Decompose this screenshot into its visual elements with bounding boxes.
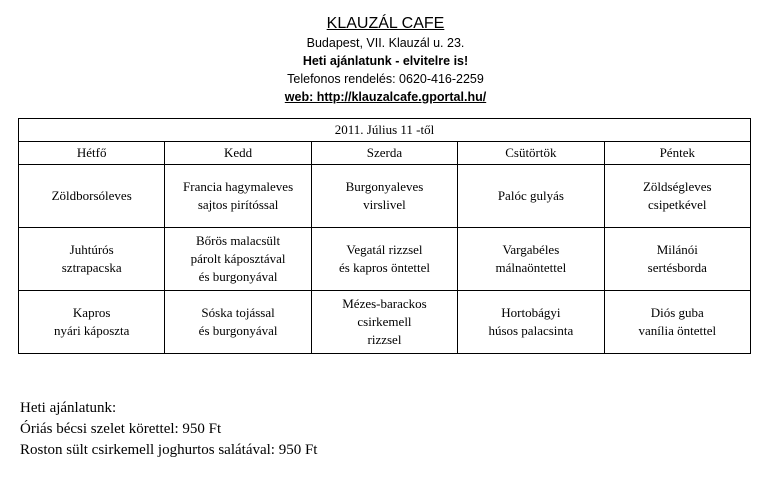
dish-line: Zöldségleves xyxy=(642,179,712,194)
phone-line: Telefonos rendelés: 0620-416-2259 xyxy=(287,72,484,86)
dish-line: Sóska tojással xyxy=(201,305,275,320)
menu-row xyxy=(19,291,751,354)
dish-line: és burgonyával xyxy=(198,269,278,284)
dish-line: Hortobágyi xyxy=(501,305,561,320)
dish-line: virslivel xyxy=(363,197,406,212)
footer-offer-item: Óriás bécsi szelet körettel: 950 Ft xyxy=(20,421,222,437)
dish-line: sztrapacska xyxy=(61,260,122,275)
dish-line: Francia hagymaleves xyxy=(183,179,294,194)
menu-row xyxy=(19,228,751,291)
dish-line: Diós guba xyxy=(650,305,704,320)
dish-line: és burgonyával xyxy=(198,323,278,338)
menu-cell xyxy=(165,228,311,291)
menu-cell xyxy=(19,228,165,291)
menu-row xyxy=(19,165,751,228)
menu-cell xyxy=(19,165,165,228)
day-header-wednesday: Szerda xyxy=(311,142,457,165)
day-header-monday: Hétfő xyxy=(19,142,165,165)
footer-offer-item: Roston sült csirkemell joghurtos salátával: 950 Ft xyxy=(20,442,318,458)
dish-line: Vargabéles xyxy=(502,242,560,257)
dish-line: Juhtúrós xyxy=(69,242,114,257)
menu-cell xyxy=(458,291,604,354)
date-row xyxy=(19,119,751,142)
menu-cell xyxy=(604,165,750,228)
menu-cell xyxy=(458,228,604,291)
footer-offers xyxy=(20,398,317,461)
page-header xyxy=(0,14,771,106)
dish-line: csipetkével xyxy=(648,197,707,212)
dish-line: csirkemell xyxy=(357,314,412,329)
menu-cell xyxy=(604,228,750,291)
menu-cell xyxy=(311,165,457,228)
cafe-title: KLAUZÁL CAFE xyxy=(326,15,445,32)
dish-line: Palóc gulyás xyxy=(497,188,564,203)
dish-line: Kapros xyxy=(72,305,111,320)
dish-line: vanília öntettel xyxy=(638,323,717,338)
dish-line: Zöldborsóleves xyxy=(51,188,132,203)
web-link[interactable]: web: http://klauzalcafe.gportal.hu/ xyxy=(284,90,487,104)
cafe-address: Budapest, VII. Klauzál u. 23. xyxy=(306,36,465,50)
dish-line: sajtos pirítóssal xyxy=(197,197,279,212)
dish-line: Burgonyaleves xyxy=(345,179,424,194)
date-header: 2011. Július 11 -től xyxy=(19,119,751,142)
menu-cell xyxy=(604,291,750,354)
weekly-offer-line: Heti ajánlatunk - elvitelre is! xyxy=(302,54,469,68)
dish-line: és kapros öntettel xyxy=(338,260,430,275)
dish-line: rizzsel xyxy=(367,332,402,347)
menu-cell xyxy=(165,165,311,228)
dish-line: Vegatál rizzsel xyxy=(346,242,423,257)
dish-line: málnaöntettel xyxy=(495,260,567,275)
menu-cell xyxy=(311,228,457,291)
footer-heading: Heti ajánlatunk: xyxy=(20,400,117,416)
dish-line: párolt káposztával xyxy=(190,251,286,266)
dish-line: húsos palacsinta xyxy=(488,323,574,338)
dish-line: Milánói xyxy=(656,242,698,257)
day-header-thursday: Csütörtök xyxy=(458,142,604,165)
day-header-friday: Péntek xyxy=(604,142,750,165)
day-header-tuesday: Kedd xyxy=(165,142,311,165)
menu-cell xyxy=(165,291,311,354)
dish-line: Mézes-barackos xyxy=(342,296,427,311)
menu-cell xyxy=(311,291,457,354)
menu-cell xyxy=(458,165,604,228)
day-header-row xyxy=(19,142,751,165)
dish-line: sertésborda xyxy=(647,260,707,275)
menu-cell xyxy=(19,291,165,354)
dish-line: nyári káposzta xyxy=(53,323,130,338)
dish-line: Bőrös malacsült xyxy=(196,233,281,248)
weekly-menu-table xyxy=(18,118,751,354)
